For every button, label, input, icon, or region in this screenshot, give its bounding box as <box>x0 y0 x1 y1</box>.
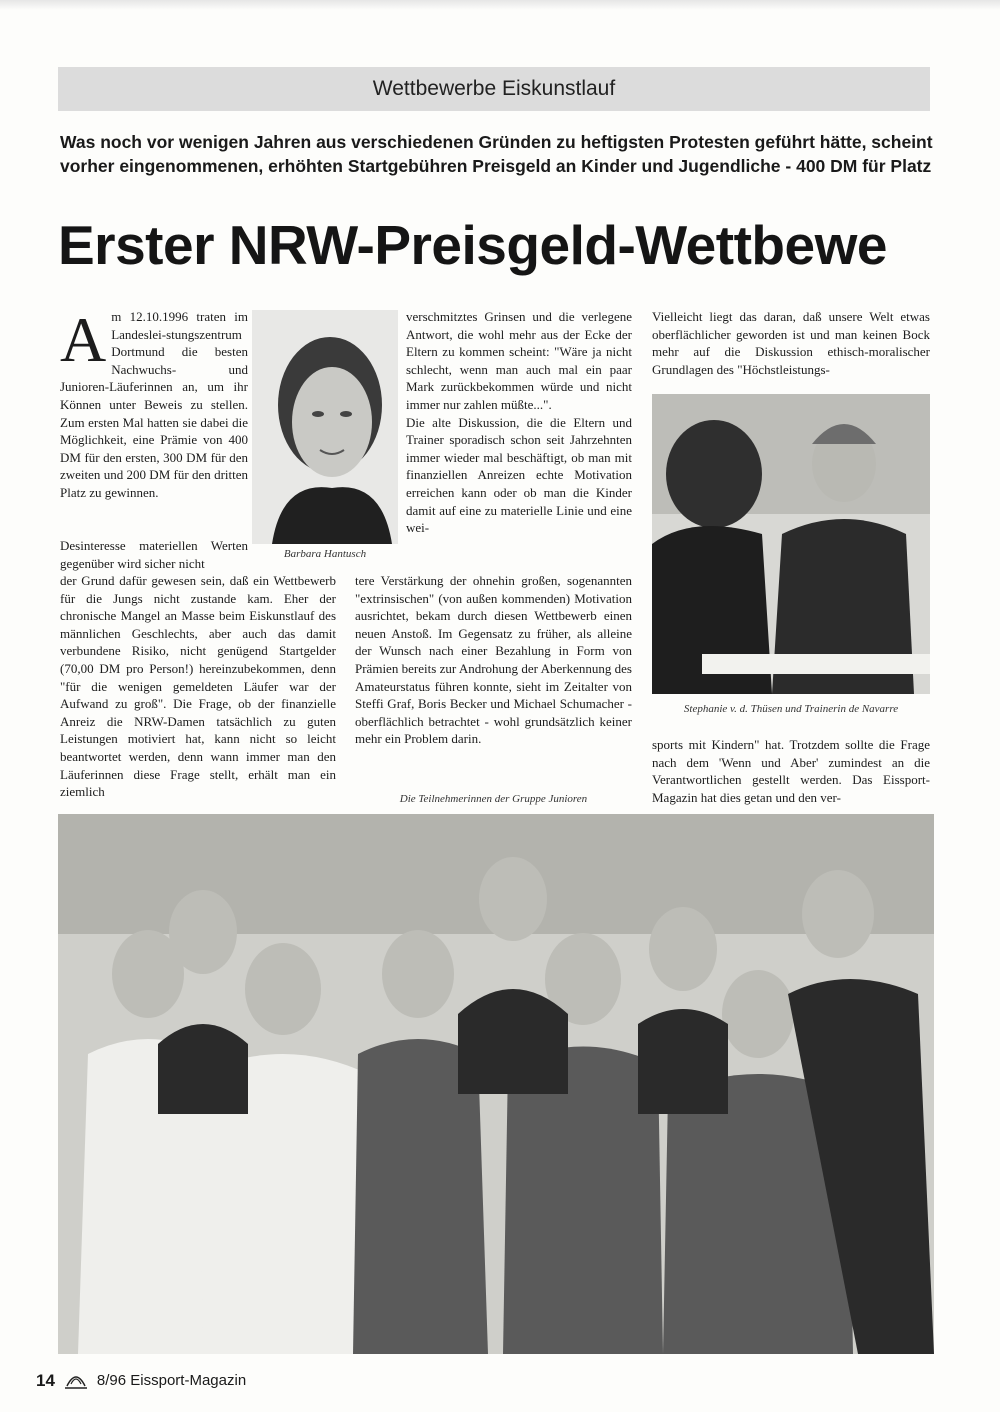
column-1-bottom-text: der Grund dafür gewesen sein, daß ein Wettbewerb für die Jungs nicht zustande kam. Eher der chronische Mangel an Masse beim Eiskunstlauf des männlichen Geschlechts, aber auch das damit verbundene Risiko, nicht genügend Startgelder (70,00 DM pro Person!) hereinzubekommen, denn "für die wenigen gemeldeten Läufer war der Aufwand zu groß". Die Frage, ob der finanzielle Anreiz die NRW-Damen tatsächlich zu guten Leistungen motiviert hat, kann nicht so leicht beantwortet werden, denn wann immer man den Läuferinnen diese Frage stellt, erhält man ein ziemlich <box>60 573 336 800</box>
column-3-bottom <box>652 736 930 806</box>
column-2-bottom-text: tere Verstärkung der ohnehin großen, sogenannten "extrinsischen" (von außen kommenden) Motivation ausrichtet, bekam durch diesen Wettbewerb einen neuen Anstoß. Im Gegensatz zu früher, als alleine der Wunsch nach einer Bezahlung in Form von Prämien bereits zur Androhung der Aberkennung des Amateurstatus führen konnte, sieht im Zeitalter von Steffi Graf, Boris Becker und Michael Schumacher - oberflächlich betrachtet - wohl grundsätzlich keiner mehr ein Problem darin. <box>355 573 632 747</box>
headline: Erster NRW-Preisgeld-Wettbewe <box>58 214 887 276</box>
column-2-para-1: verschmitztes Grinsen und die verlegene Antwort, die wohl mehr aus der Ecke der Eltern zu kommen scheint: "Wäre ja nicht schlecht, wenn man auch mal ein paar Mark zurückbekommen würde und nicht immer nur zahlen müßte...". <box>406 309 632 412</box>
group-caption: Die Teilnehmerinnen der Gruppe Junioren <box>399 793 588 805</box>
page-footer <box>36 1366 246 1395</box>
lead-line-2: vorher eingenommenen, erhöhten Startgebühren Preisgeld an Kinder und Jugendliche - 400 DM für Platz <box>60 156 932 176</box>
lead-line-1: Was noch vor wenigen Jahren aus verschiedenen Gründen zu heftigsten Protesten geführt hätte, scheint <box>60 132 933 152</box>
column-3-bottom-text: sports mit Kindern" hat. Trotzdem sollte die Frage nach dem 'Wenn und Aber' zumindest an die Verantwortlichen gestellt werden. Das Eissport-Magazin hat dies getan und den ver- <box>652 737 930 805</box>
page-top-shadow <box>0 0 1000 10</box>
coach-caption: Stephanie v. d. Thüsen und Trainerin de Navarre <box>683 703 899 715</box>
page-number: 14 <box>36 1370 55 1390</box>
column-1-bottom <box>60 572 336 801</box>
column-3-top-text: Vielleicht liegt das daran, daß unsere Welt etwas oberflächlicher geworden ist und man keinen Bock mehr auf die Diskussion ethisch-moralischer Grundlagen des "Höchstleistungs- <box>652 309 930 377</box>
magazine-logo-icon <box>63 1366 89 1395</box>
column-2-para-2: Die alte Diskussion, die die Eltern und Trainer sporadisch schon seit Jahrzehnten immer wieder mal beschäftigt, ob man mit finanziellen Anreizen echte Motivation erreichen kann oder ob man die Kinder damit auf eine zu materielle Linie und eine wei- <box>406 414 632 536</box>
portrait-photo <box>252 310 398 544</box>
column-1-top-text: m 12.10.1996 traten im Landeslei-stungszentrum Dortmund die besten Nachwuchs- und Junioren-Läuferinnen an, um ihr Können unter Beweis zu stellen. Zum ersten Mal hatten sie dabei die Möglichkeit, eine Prämie von 400 DM für den ersten, 300 DM für den zweiten und 200 DM für den dritten Platz zu gewinnen. <box>60 309 248 500</box>
column-2-bottom <box>355 572 632 748</box>
drop-cap: A <box>60 304 107 375</box>
column-1-top <box>60 304 248 502</box>
column-2-top <box>406 308 632 537</box>
section-title: Wettbewerbe Eiskunstlauf <box>58 67 930 111</box>
column-1-mid <box>60 537 248 572</box>
coach-photo <box>652 394 930 694</box>
portrait-caption: Barbara Hantusch <box>283 548 367 560</box>
lead-paragraph <box>60 130 1000 178</box>
group-photo <box>58 814 934 1354</box>
issue-label: 8/96 Eissport-Magazin <box>96 1372 247 1389</box>
column-3-top <box>652 308 930 378</box>
column-1-mid-text: Desinteresse materiellen Werten gegenüber wird sicher nicht <box>60 538 248 571</box>
